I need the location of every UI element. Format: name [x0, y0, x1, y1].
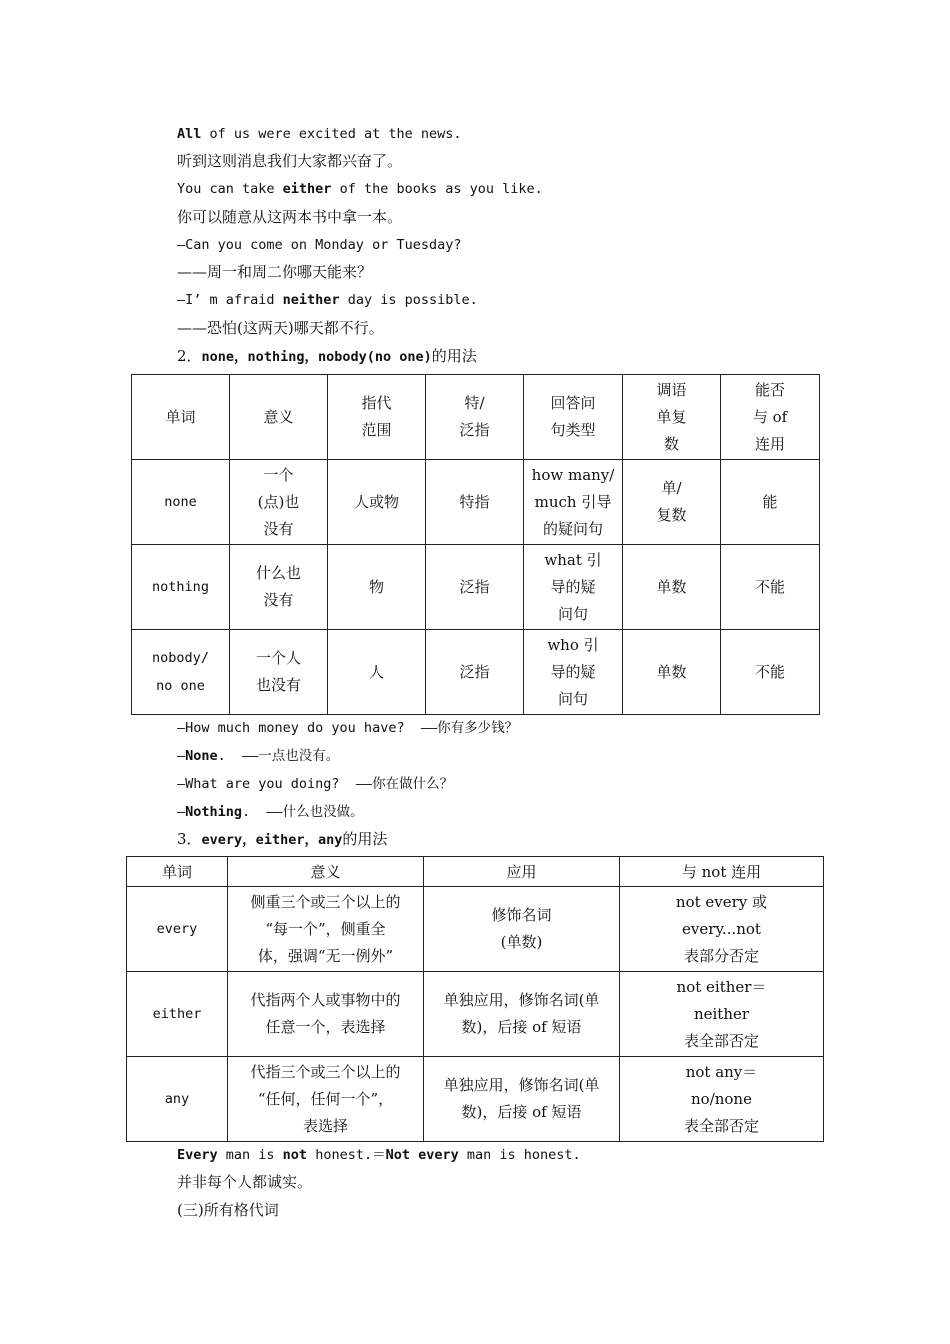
table-header-row	[132, 375, 820, 460]
section-heading-3: 3．every，either，any的用法	[177, 830, 388, 848]
table-cell: what 引 导的疑 问句	[524, 545, 623, 630]
table-cell: 单/ 复数	[623, 460, 721, 545]
translation-line: 听到这则消息我们大家都兴奋了。	[177, 152, 403, 170]
table-cell: any	[127, 1057, 228, 1142]
example-question: —What are you doing? ——你在做什么？	[177, 776, 454, 792]
table-cell: 代指两个人或事物中的 任意一个，表选择	[228, 972, 424, 1057]
table-cell: how many/ much 引导 的疑问句	[524, 460, 623, 545]
table-cell: 单数	[623, 545, 721, 630]
table-cell: none	[132, 460, 230, 545]
table-header-cell: 单词	[127, 857, 228, 887]
dialogue-question: —Can you come on Monday or Tuesday?	[177, 237, 462, 253]
table-header-cell: 能否 与 of 连用	[721, 375, 820, 460]
table-cell: 能	[721, 460, 820, 545]
table-cell: either	[127, 972, 228, 1057]
table-header-cell: 调语 单复 数	[623, 375, 721, 460]
table-cell: 人	[328, 630, 426, 715]
dialogue-translation: ——恐怕(这两天)哪天都不行。	[177, 319, 384, 337]
table-cell: not either＝ neither 表全部否定	[620, 972, 824, 1057]
example-question: —How much money do you have? ——你有多少钱？	[177, 720, 519, 736]
table-header-cell: 与 not 连用	[620, 857, 824, 887]
table-cell: 什么也 没有	[230, 545, 328, 630]
table-row	[132, 460, 820, 545]
example-sentence-either: You can take either of the books as you like.	[177, 181, 543, 197]
table-cell: 单独应用，修饰名词(单 数)，后接 of 短语	[424, 972, 620, 1057]
table-header-row	[127, 857, 824, 887]
keyword-neither: neither	[282, 292, 340, 308]
table-cell: every	[127, 887, 228, 972]
example-answer-none: —None. ——一点也没有。	[177, 748, 340, 764]
keyword-either: either	[282, 181, 332, 197]
table-cell: nothing	[132, 545, 230, 630]
usage-table-none-nothing-nobody	[131, 374, 820, 715]
table-cell: not any＝ no/none 表全部否定	[620, 1057, 824, 1142]
table-row	[132, 545, 820, 630]
dialogue-answer: —I’ m afraid neither day is possible.	[177, 292, 478, 308]
table-row	[127, 887, 824, 972]
table-cell: not every 或 every...not 表部分否定	[620, 887, 824, 972]
table-cell: 单独应用，修饰名词(单 数)，后接 of 短语	[424, 1057, 620, 1142]
table-cell: 特指	[426, 460, 524, 545]
table-cell: 不能	[721, 545, 820, 630]
table-cell: 物	[328, 545, 426, 630]
table-header-cell: 意义	[230, 375, 328, 460]
table-cell: who 引 导的疑 问句	[524, 630, 623, 715]
usage-table-every-either-any	[126, 856, 824, 1142]
section-heading-2: 2．none，nothing，nobody(no one)的用法	[177, 347, 477, 365]
table-header-cell: 单词	[132, 375, 230, 460]
table-row	[127, 1057, 824, 1142]
table-cell: 一个人 也没有	[230, 630, 328, 715]
table-header-cell: 意义	[228, 857, 424, 887]
table-cell: 人或物	[328, 460, 426, 545]
table-header-cell: 应用	[424, 857, 620, 887]
table-cell: 不能	[721, 630, 820, 715]
keyword-all: All	[177, 126, 202, 142]
dialogue-translation: ——周一和周二你哪天能来？	[177, 263, 373, 281]
table-row	[132, 630, 820, 715]
table-row	[127, 972, 824, 1057]
table-cell: 修饰名词 (单数)	[424, 887, 620, 972]
section-heading-next: (三)所有格代词	[177, 1201, 279, 1219]
example-answer-nothing: —Nothing. ——什么也没做。	[177, 804, 364, 820]
translation-line: 你可以随意从这两本书中拿一本。	[177, 208, 403, 226]
translation-line: 并非每个人都诚实。	[177, 1173, 313, 1191]
example-sentence-every: Every man is not honest.＝Not every man is honest.	[177, 1147, 581, 1163]
table-cell: 单数	[623, 630, 721, 715]
table-cell: 侧重三个或三个以上的 “每一个”，侧重全 体，强调“无一例外”	[228, 887, 424, 972]
table-cell: 泛指	[426, 545, 524, 630]
example-sentence-all: All of us were excited at the news.	[177, 126, 462, 142]
table-cell: nobody/ no one	[132, 630, 230, 715]
table-header-cell: 特/ 泛指	[426, 375, 524, 460]
table-cell: 代指三个或三个以上的 “任何，任何一个”， 表选择	[228, 1057, 424, 1142]
table-cell: 一个 (点)也 没有	[230, 460, 328, 545]
table-header-cell: 回答问 句类型	[524, 375, 623, 460]
table-cell: 泛指	[426, 630, 524, 715]
table-header-cell: 指代 范围	[328, 375, 426, 460]
